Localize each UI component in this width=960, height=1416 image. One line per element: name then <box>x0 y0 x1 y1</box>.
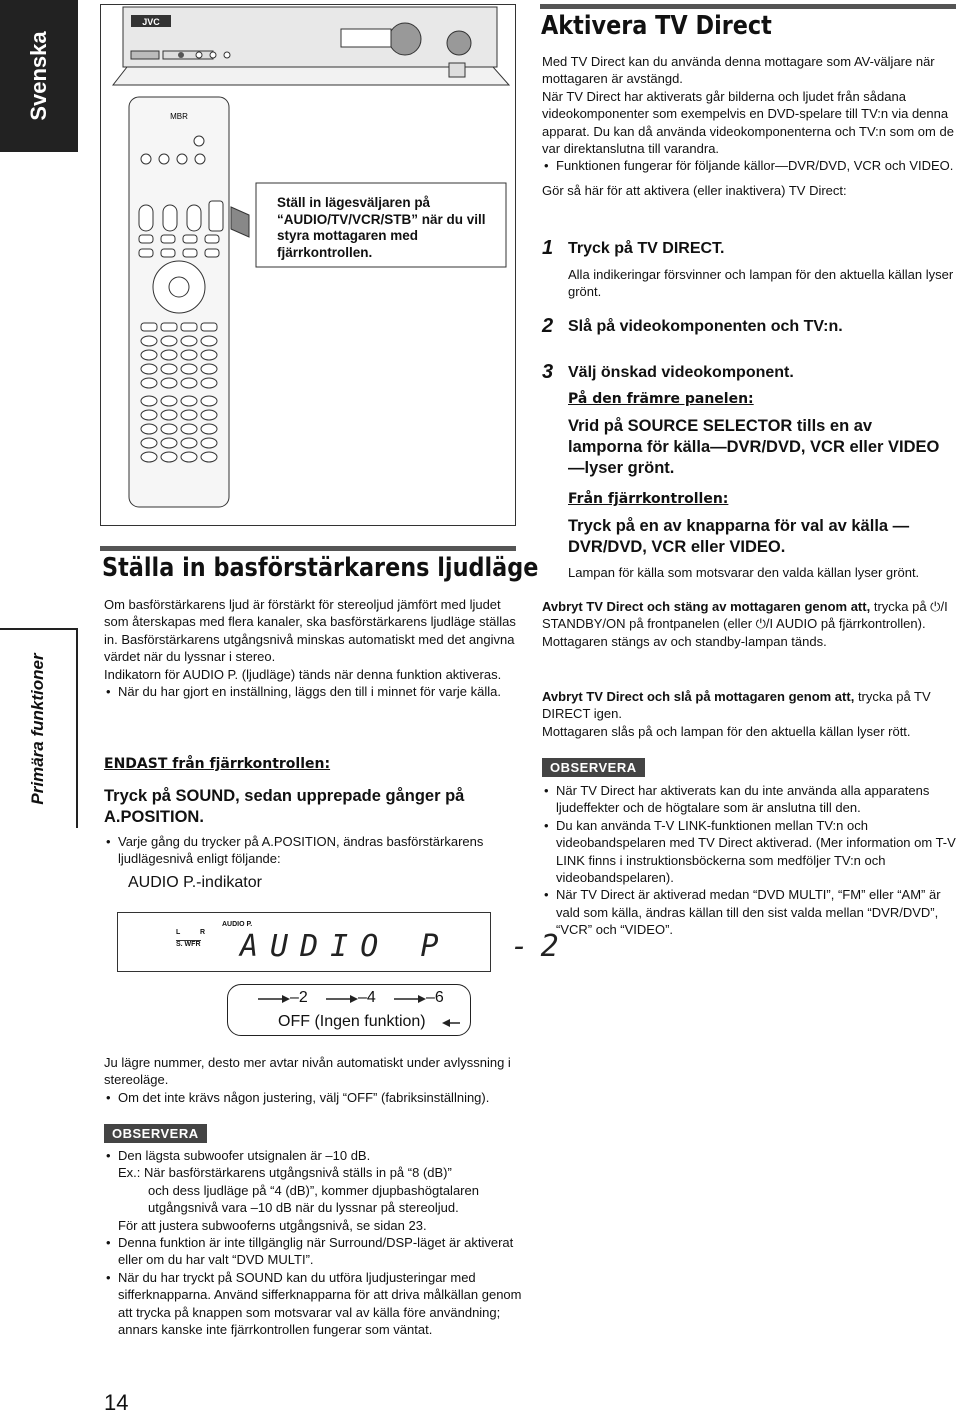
example-line-4: För att justera subwooferns utgångsnivå, se sidan 23. <box>118 1217 427 1233</box>
only-remote-label: ENDAST från fjärrkontrollen: <box>104 756 331 772</box>
tv-direct-para: När TV Direct har aktiverats går bilderna och ljudet från sådana videokomponenter som exempelvis en DVD-spelare till TV:n via denna apparat. Du kan då använda videokomponenterna och TV:n som om de var direktanslutna till varandra. <box>542 88 954 157</box>
cycle-off: OFF (Ingen funktion) <box>278 1013 426 1030</box>
intro-text-2: Indikatorn för AUDIO P. (ljudläge) tänds när denna funktion aktiveras. <box>104 666 502 682</box>
note-left-1: • Den lägsta subwoofer utsignalen är –10 dB. <box>104 1147 524 1164</box>
step-2-number: 2 <box>542 315 554 337</box>
cycle-value-1: –2 <box>290 989 308 1006</box>
section-rule <box>100 546 516 551</box>
cancel-off-result: Mottagaren stängs av och standby-lampan tänds. <box>542 633 827 649</box>
remote-brand: MBR <box>170 112 188 121</box>
section-rule-right <box>540 4 956 9</box>
remote-label: Från fjärrkontrollen: <box>568 491 729 507</box>
remote-desc: Lampan för källa som motsvarar den valda källan lyser grönt. <box>568 565 920 580</box>
note-left-2: • Denna funktion är inte tillgänglig när Surround/DSP-läget är aktiverat eller om du har valt “DVD MULTI”. <box>104 1234 524 1269</box>
brand-logo: JVC <box>142 17 160 27</box>
example-label: Ex.: <box>118 1165 141 1181</box>
arrow-icon <box>231 207 249 237</box>
indicator-label: AUDIO P.-indikator <box>128 874 262 891</box>
cycle-diagram <box>227 984 471 1036</box>
section-heading: Ställa in basförstärkarens ljudläge <box>102 553 539 583</box>
note-left-3: • När du har tryckt på SOUND kan du utföra ljudjusteringar med sifferknapparna. Använd sifferknapparna för att driva målkällan genom att trycka på knappen som motsvarar val av källa före användning; annars kanske inte fjärrkontrollen fungerar som väntat. <box>104 1269 524 1339</box>
mode-switch-icon <box>209 201 223 231</box>
position-bullet: • Varje gång du trycker på A.POSITION, ändras basförstärkarens ljudlägesnivå enligt följande: <box>104 833 524 868</box>
example-line-1: När basförstärkarens utgångsnivå ställs in på “8 (dB)” <box>144 1165 452 1181</box>
step-1-desc: Alla indikeringar försvinner och lampan för den aktuella källan lyser grönt. <box>568 267 954 300</box>
cancel-off-text: trycka på ⏻/I STANDBY/ON på frontpanelen (eller ⏻/I AUDIO på fjärrkontrollen). <box>542 599 948 632</box>
step-1-number: 1 <box>542 237 554 259</box>
note-right-3: • När TV Direct är aktiverad medan “DVD MULTI”, “FM” eller “AM” är vald som källa, ändras källan till den sist valda mellan “DVR/DVD”, “VCR” och “VIDEO”. <box>542 886 956 938</box>
memory-bullet: • När du har gjort en inställning, läggs den till i minnet för varje källa. <box>104 683 516 700</box>
front-panel-text: Vrid på SOURCE SELECTOR tills en av lamporna för källa—DVR/DVD, VCR eller VIDEO—lyser grönt. <box>568 417 940 477</box>
mode-selector-note: Ställ in lägesväljaren på “AUDIO/TV/VCR/STB” när du vill styra mottagaren med fjärrkontrollen. <box>277 195 486 260</box>
language-tab-label: Svenska <box>26 31 51 121</box>
step-2-title: Slå på videokomponenten och TV:n. <box>568 318 843 335</box>
display-swfr: S. WFR <box>176 941 201 948</box>
note-right-1: • När TV Direct har aktiverats kan du inte använda alla apparatens ljudeffekter och de högtalare som är anslutna till den. <box>542 782 956 817</box>
cycle-value-2: –4 <box>358 989 376 1006</box>
step-3-number: 3 <box>542 361 554 383</box>
section-tab <box>0 628 78 828</box>
display-audiop: AUDIO P. <box>222 921 253 928</box>
cancel-on-bold: Avbryt TV Direct och slå på mottagaren genom att, <box>542 689 855 704</box>
tv-direct-heading: Aktivera TV Direct <box>541 11 772 41</box>
note-right-2: • Du kan använda T-V LINK-funktionen mellan TV:n och videobandspelaren med TV Direct aktiverad. (Mer information om T-V LINK finns i instruktionsböckerna som medföljer TV:n och videobandspelaren). <box>542 817 956 887</box>
step-1-title: Tryck på TV DIRECT. <box>568 240 725 257</box>
tv-direct-lead: Med TV Direct kan du använda denna mottagare som AV-väljare när mottagaren är avstängd. <box>542 54 935 87</box>
receiver-remote-illustration <box>101 5 515 525</box>
display-l: L <box>176 929 181 936</box>
intro-text: Om basförstärkarens ljud är förstärkt för stereoljud jämfört med ljudet som återskapas med flera kanaler, ska basförstärkarens ljudläge ställas in. Basförstärkarens utgångsnivå minskas automatiskt med det angivna värdet när du lyssnar i stereo. <box>104 597 516 665</box>
page-number: 14 <box>104 1390 129 1415</box>
front-panel-label: På den främre panelen: <box>568 391 754 407</box>
cancel-on-text: trycka på TV DIRECT igen. <box>542 689 931 722</box>
example-line-2: och dess ljudläge på “4 (dB)”, kommer djupbashögtalaren <box>148 1182 479 1198</box>
instruction-text: Tryck på SOUND, sedan upprepade gånger på A.POSITION. <box>104 787 465 826</box>
remote-text: Tryck på en av knapparna för val av källa —DVR/DVD, VCR eller VIDEO. <box>568 517 910 556</box>
step-3-title: Välj önskad videokomponent. <box>568 364 794 381</box>
cycle-value-3: –6 <box>426 989 444 1006</box>
cancel-on-result: Mottagaren slås på och lampan för den aktuella källan lyser rött. <box>542 723 911 739</box>
after-text: Ju lägre nummer, desto mer avtar nivån automatiskt under avlyssning i stereoläge. <box>104 1055 511 1088</box>
cancel-off-bold: Avbryt TV Direct och stäng av mottagaren genom att, <box>542 599 871 614</box>
observera-badge-right: OBSERVERA <box>542 758 645 777</box>
display-readout: AUDIO P -2 <box>240 929 571 964</box>
language-tab <box>0 0 78 152</box>
power-button-icon <box>449 63 465 77</box>
section-tab-label: Primära funktioner <box>28 653 47 805</box>
observera-badge-left: OBSERVERA <box>104 1124 207 1143</box>
display-panel <box>117 912 571 972</box>
display-r: R <box>200 929 206 936</box>
tv-direct-bullet: • Funktionen fungerar för följande källor—DVR/DVD, VCR och VIDEO. <box>542 157 956 174</box>
after-bullet: • Om det inte krävs någon justering, välj “OFF” (fabriksinställning). <box>104 1089 524 1106</box>
illustration-box <box>100 4 516 526</box>
example-line-3: utgångsnivå vara –10 dB när du lyssnar på stereoljud. <box>148 1200 459 1216</box>
tv-direct-howto: Gör så här för att aktivera (eller inaktivera) TV Direct: <box>542 182 847 198</box>
